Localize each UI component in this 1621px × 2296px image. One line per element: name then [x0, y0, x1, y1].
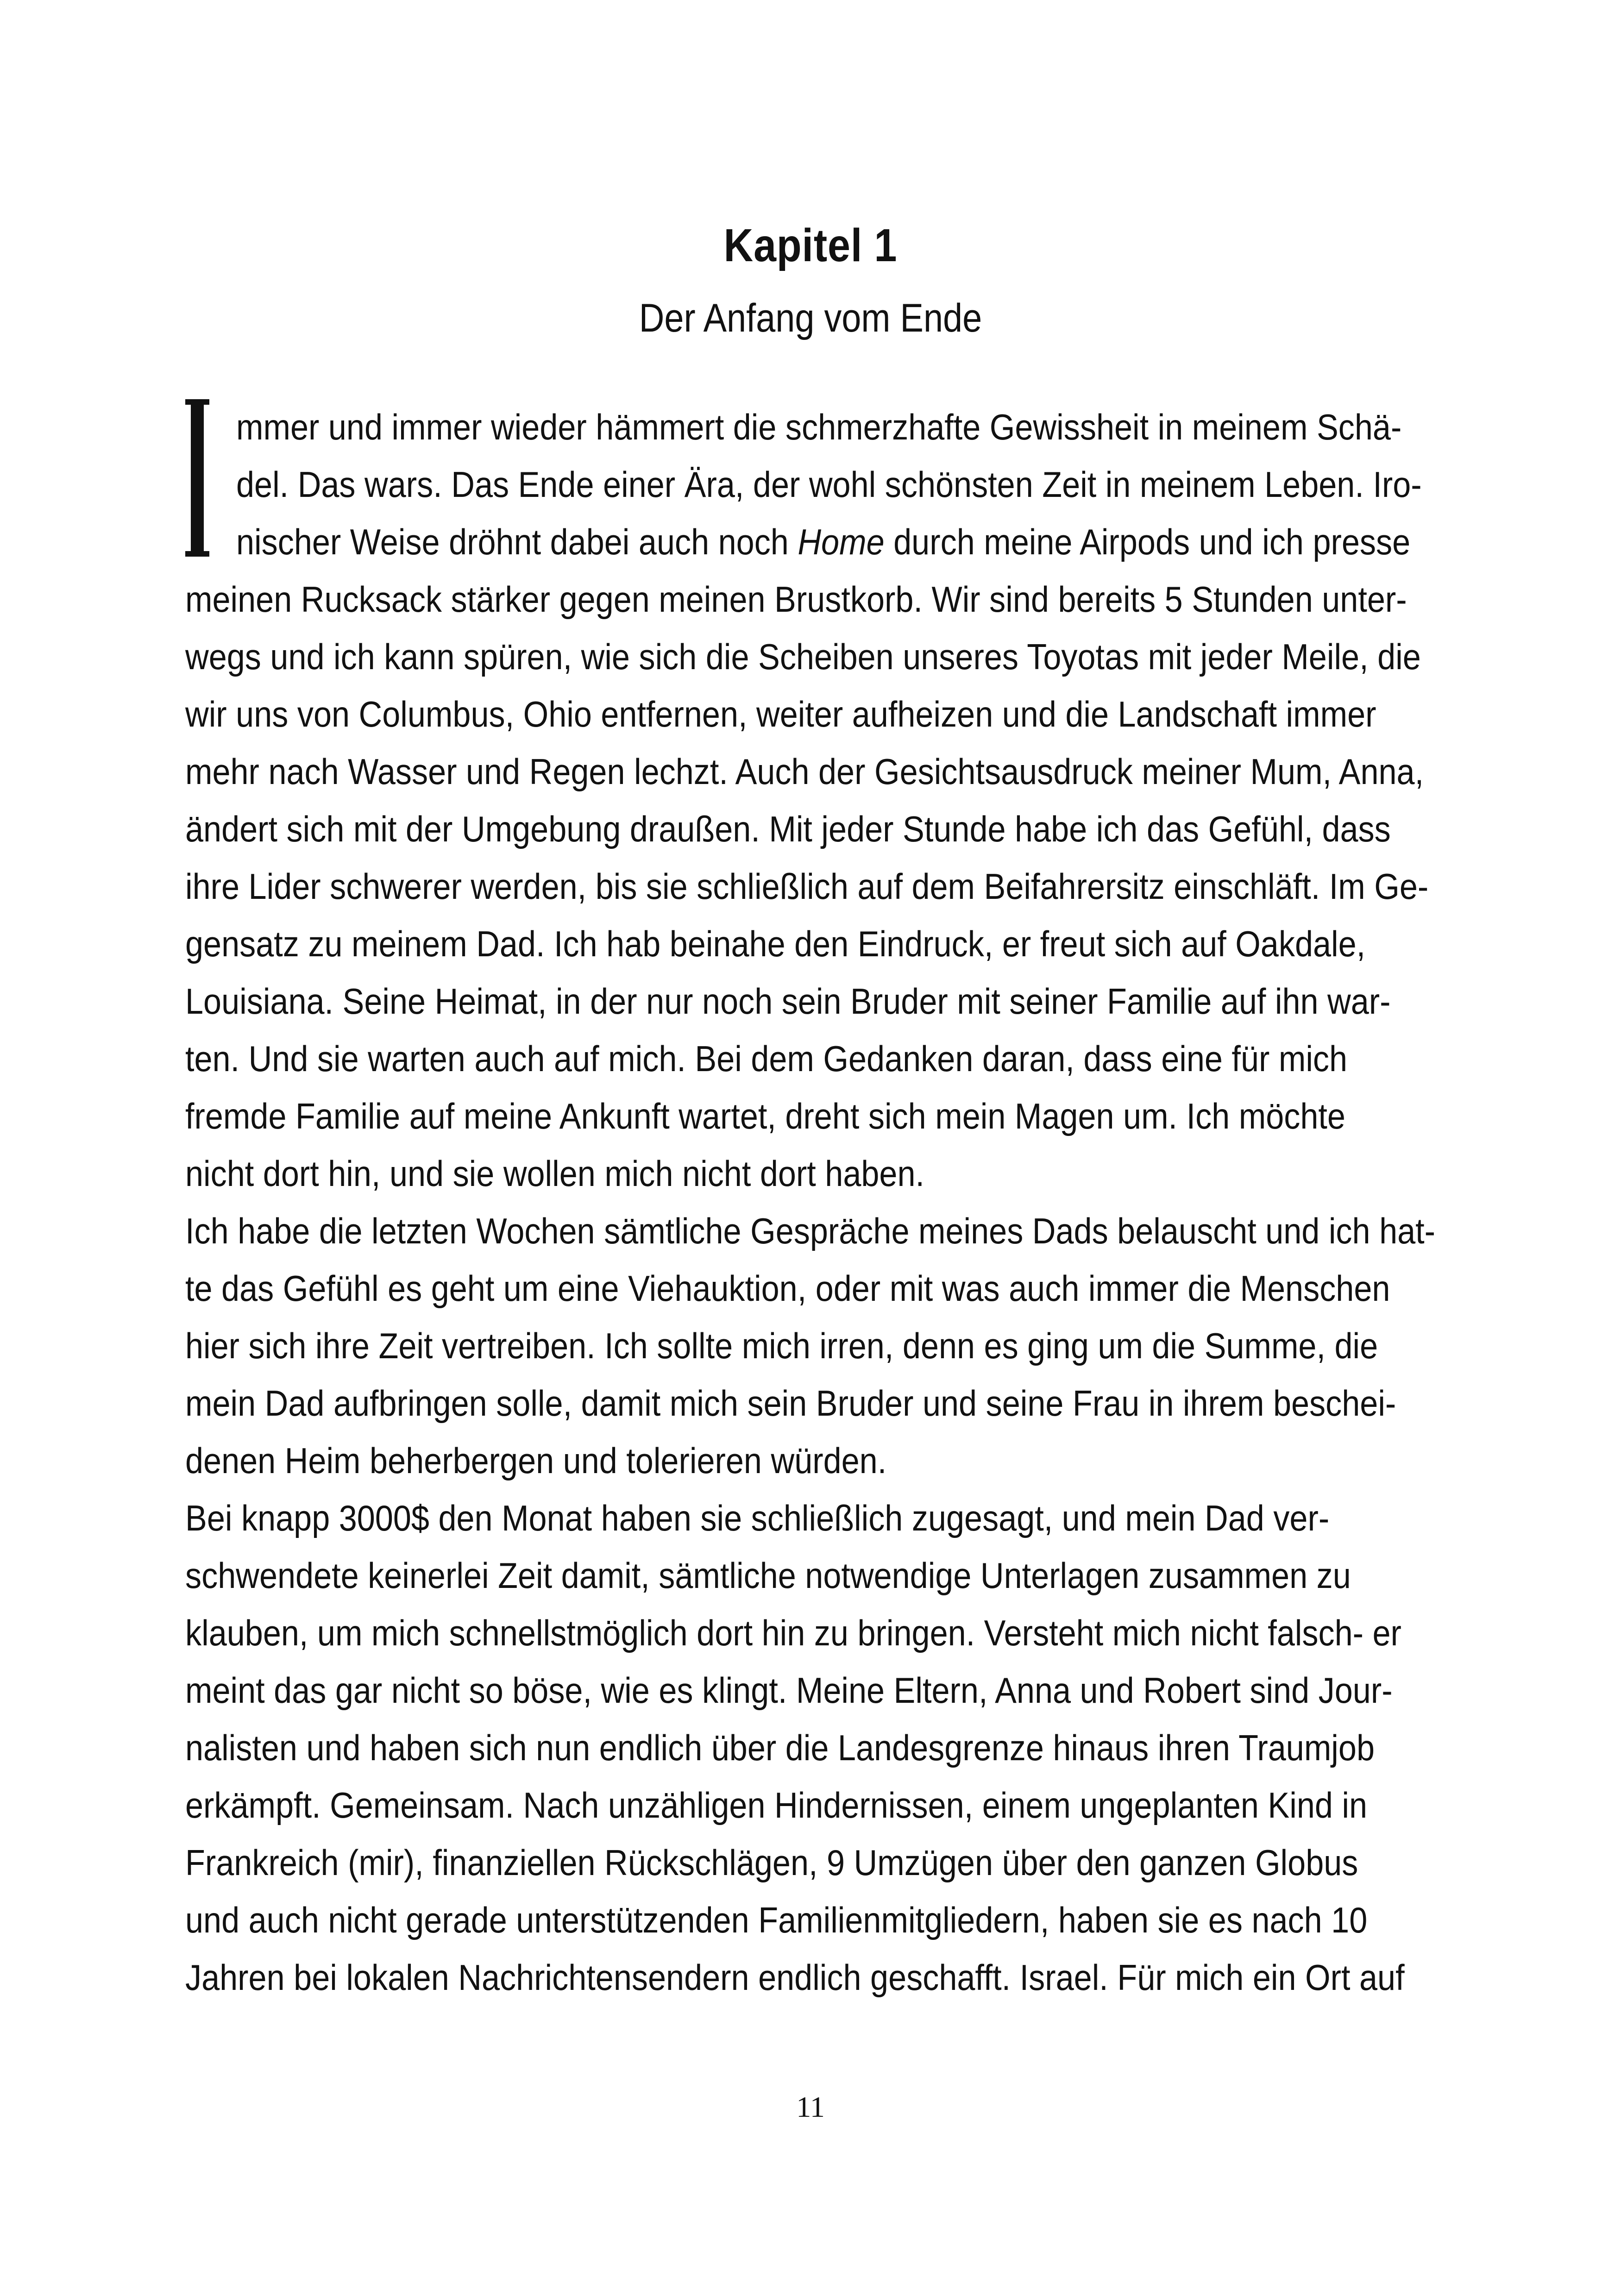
text-segment: Louisiana. Seine Heimat, in der nur noch sein Bruder mit seiner Familie auf ihn war-	[185, 981, 1391, 1022]
text-line	[236, 456, 1422, 513]
text-segment: mmer und immer wieder hämmert die schmerzhafte Gewissheit in meinem Schä-	[236, 407, 1402, 447]
text-segment: mein Dad aufbringen solle, damit mich sein Bruder und seine Frau in ihrem beschei-	[185, 1383, 1396, 1424]
text-line	[185, 1662, 1393, 1719]
chapter-title: Kapitel 1	[723, 220, 898, 271]
text-segment: schwendete keinerlei Zeit damit, sämtliche notwendige Unterlagen zusammen zu	[185, 1555, 1351, 1596]
text-segment: wir uns von Columbus, Ohio entfernen, weiter aufheizen und die Landschaft immer	[185, 694, 1376, 734]
text-line	[185, 1719, 1375, 1776]
chapter-body-text	[185, 398, 1436, 2006]
text-segment: nicht dort hin, und sie wollen mich nicht dort haben.	[185, 1153, 925, 1194]
text-line	[185, 1202, 1436, 1260]
text-line	[236, 513, 1411, 571]
text-segment: Jahren bei lokalen Nachrichtensendern endlich geschafft. Israel. Für mich ein Ort auf	[185, 1957, 1405, 1998]
text-line	[185, 1776, 1368, 1834]
text-segment: nischer Weise dröhnt dabei auch noch	[236, 521, 798, 562]
text-line	[185, 1604, 1401, 1662]
text-line	[185, 1547, 1351, 1604]
text-line	[185, 1432, 1311, 1489]
text-segment: durch meine Airpods und ich presse	[884, 521, 1411, 562]
text-segment: meint das gar nicht so böse, wie es klingt. Meine Eltern, Anna und Robert sind Jour-	[185, 1670, 1393, 1711]
text-line	[185, 915, 1366, 972]
text-line	[185, 1145, 1311, 1202]
text-line	[185, 571, 1407, 628]
text-segment: Frankreich (mir), finanziellen Rückschlägen, 9 Umzügen über den ganzen Globus	[185, 1842, 1358, 1883]
text-segment: ten. Und sie warten auch auf mich. Bei dem Gedanken daran, dass eine für mich	[185, 1038, 1348, 1079]
text-segment: te das Gefühl es geht um eine Viehauktion, oder mit was auch immer die Menschen	[185, 1268, 1390, 1309]
text-line	[185, 1087, 1345, 1145]
text-segment: gensatz zu meinem Dad. Ich hab beinahe den Eindruck, er freut sich auf Oakdale,	[185, 923, 1366, 964]
text-line	[185, 1374, 1396, 1432]
text-line	[185, 743, 1424, 800]
page-number: 11	[796, 2090, 825, 2123]
italic-title: Home	[798, 521, 885, 562]
text-segment: wegs und ich kann spüren, wie sich die Scheiben unseres Toyotas mit jeder Meile, die	[185, 636, 1421, 677]
text-line	[185, 858, 1429, 915]
text-segment: Bei knapp 3000$ den Monat haben sie schließlich zugesagt, und mein Dad ver-	[185, 1498, 1330, 1538]
text-segment: klauben, um mich schnellstmöglich dort hin zu bringen. Versteht mich nicht falsch- er	[185, 1612, 1401, 1653]
text-line	[236, 398, 1402, 456]
text-line	[185, 628, 1421, 685]
text-segment: ihre Lider schwerer werden, bis sie schließlich auf dem Beifahrersitz einschläft. Im Ge-	[185, 866, 1429, 907]
chapter-subtitle: Der Anfang vom Ende	[639, 296, 982, 340]
text-line	[185, 972, 1391, 1030]
text-segment: mehr nach Wasser und Regen lechzt. Auch der Gesichtsausdruck meiner Mum, Anna,	[185, 751, 1424, 792]
text-line	[185, 1260, 1390, 1317]
text-line	[185, 1949, 1405, 2006]
text-line	[185, 1891, 1368, 1949]
text-segment: hier sich ihre Zeit vertreiben. Ich sollte mich irren, denn es ging um die Summe, die	[185, 1325, 1378, 1366]
text-segment: del. Das wars. Das Ende einer Ära, der wohl schönsten Zeit in meinem Leben. Iro-	[236, 464, 1422, 505]
text-line	[185, 1834, 1358, 1891]
text-line	[185, 800, 1391, 858]
text-line	[185, 1317, 1378, 1374]
text-segment: Ich habe die letzten Wochen sämtliche Gespräche meines Dads belauscht und ich hat-	[185, 1211, 1436, 1251]
text-line	[185, 685, 1376, 743]
text-segment: meinen Rucksack stärker gegen meinen Brustkorb. Wir sind bereits 5 Stunden unter-	[185, 579, 1407, 620]
text-segment: nalisten und haben sich nun endlich über die Landesgrenze hinaus ihren Traumjob	[185, 1727, 1375, 1768]
text-segment: denen Heim beherbergen und tolerieren würden.	[185, 1440, 887, 1481]
text-line	[185, 1030, 1348, 1087]
text-segment: ändert sich mit der Umgebung draußen. Mit jeder Stunde habe ich das Gefühl, dass	[185, 809, 1391, 849]
text-segment: und auch nicht gerade unterstützenden Familienmitgliedern, haben sie es nach 10	[185, 1900, 1368, 1940]
text-segment: erkämpft. Gemeinsam. Nach unzähligen Hindernissen, einem ungeplanten Kind in	[185, 1785, 1368, 1826]
text-segment: fremde Familie auf meine Ankunft wartet, dreht sich mein Magen um. Ich möchte	[185, 1096, 1345, 1136]
text-line	[185, 1489, 1330, 1547]
